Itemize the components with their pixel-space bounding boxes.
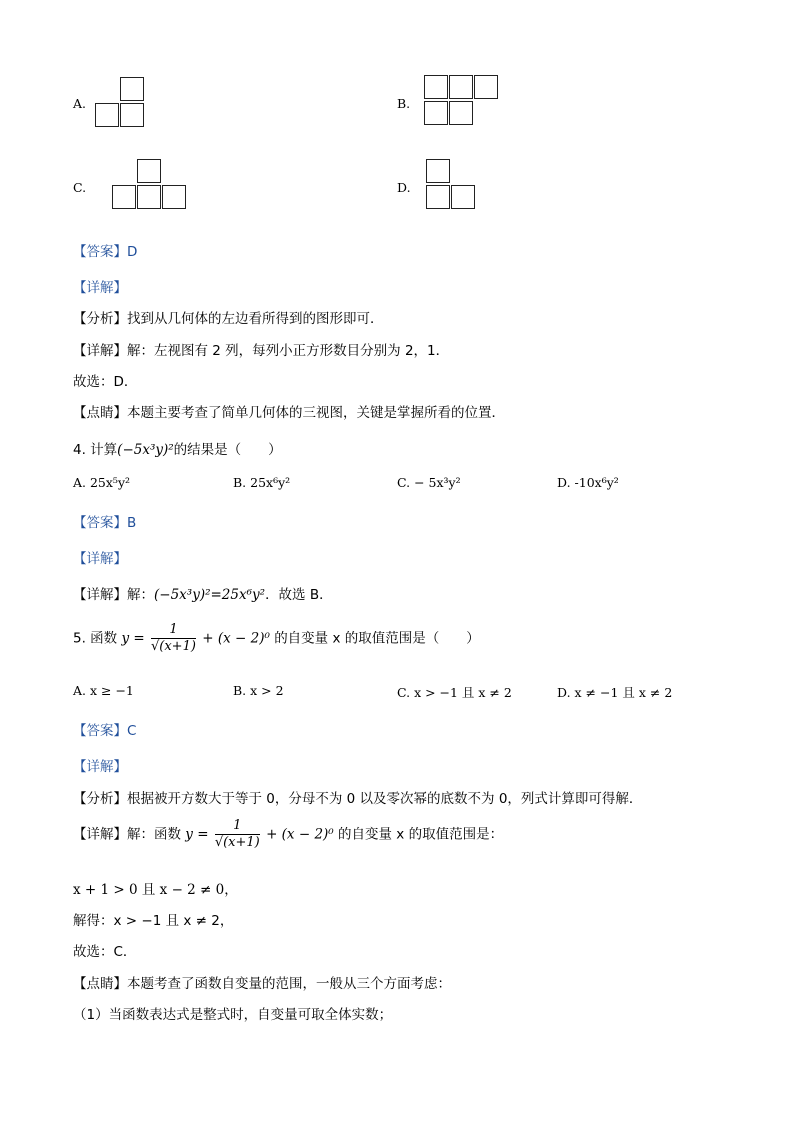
q5-line1: x + 1 > 0 且 x − 2 ≠ 0， [73, 882, 238, 898]
q5-comment: 【点睛】本题考查了函数自变量的范围，一般从三个方面考虑： [73, 976, 451, 992]
q4-option-d: D. -10x⁶y² [557, 475, 619, 490]
q4-expression: (−5x³y)² [117, 442, 174, 458]
q5-fraction-numerator: 1 [151, 622, 196, 639]
option-a-label: A. [73, 96, 87, 111]
q5-answer: 【答案】C [73, 723, 137, 739]
q5-detail-prefix: 【详解】解：函数 [73, 826, 181, 843]
q5-stem-prefix: 5. 函数 [73, 630, 118, 647]
q3-detail-heading: 【详解】 [73, 280, 127, 296]
q5-fraction [151, 622, 196, 655]
q3-analysis: 【分析】找到从几何体的左边看所得到的图形即可． [73, 311, 384, 327]
q5-detail-suffix: 的自变量 x 的取值范围是： [338, 826, 504, 843]
q5-func-tail: + (x − 2)⁰ [202, 630, 270, 647]
q5-option-d: D. x ≠ −1 且 x ≠ 2 [557, 685, 673, 700]
q4-detail-heading: 【详解】 [73, 551, 127, 567]
q5-analysis: 【分析】根据被开方数大于等于 0，分母不为 0 以及零次幂的底数不为 0，列式计算即可得解． [73, 791, 643, 807]
q5-line2: 解得：x > −1 且 x ≠ 2， [73, 913, 234, 929]
q4-detail [73, 583, 333, 603]
q3-comment: 【点睛】本题主要考查了简单几何体的三视图，关键是掌握所看的位置． [73, 405, 505, 421]
q5-func-y: y = [121, 630, 145, 647]
q4-detail-suffix: ．故选 B． [265, 587, 333, 603]
q5-option-b: B. x > 2 [233, 683, 284, 698]
q4-stem [73, 438, 282, 458]
q5-detail-func-tail: + (x − 2)⁰ [266, 826, 334, 843]
q4-detail-prefix: 【详解】解： [73, 587, 154, 603]
q5-detail-heading: 【详解】 [73, 759, 127, 775]
q5-detail [73, 818, 503, 851]
q4-answer: 【答案】B [73, 515, 137, 531]
q4-option-c: C. − 5x³y² [397, 475, 461, 490]
q4-detail-expression: (−5x³y)²=25x⁶y² [154, 587, 266, 603]
q5-choose: 故选：C． [73, 944, 137, 960]
q3-choose: 故选：D． [73, 374, 138, 390]
q5-stem-suffix: 的自变量 x 的取值范围是（ ） [274, 630, 480, 647]
q5-point1: （1）当函数表达式是整式时，自变量可取全体实数； [73, 1007, 393, 1023]
q4-option-a: A. 25x⁵y² [73, 475, 131, 490]
q3-detail: 【详解】解：左视图有 2 列，每列小正方形数目分别为 2，1． [73, 343, 450, 359]
q5-option-a: A. x ≥ −1 [73, 683, 134, 698]
q3-answer: 【答案】D [73, 244, 138, 260]
q4-stem-prefix: 4. 计算 [73, 442, 118, 458]
q4-option-b: B. 25x⁶y² [233, 475, 291, 490]
q5-detail-func-y: y = [185, 826, 209, 843]
option-d-label: D. [397, 180, 411, 195]
q4-stem-suffix: 的结果是（ ） [173, 442, 282, 458]
q5-fraction-denominator: √(x+1) [151, 639, 196, 654]
q5-stem [73, 622, 480, 655]
q5-detail-fraction [215, 818, 260, 851]
q5-detail-fraction-denominator: √(x+1) [214, 835, 260, 850]
option-c-label: C. [73, 180, 87, 195]
q5-detail-fraction-numerator: 1 [215, 818, 260, 835]
q5-option-c: C. x > −1 且 x ≠ 2 [397, 685, 512, 700]
option-b-label: B. [397, 96, 411, 111]
